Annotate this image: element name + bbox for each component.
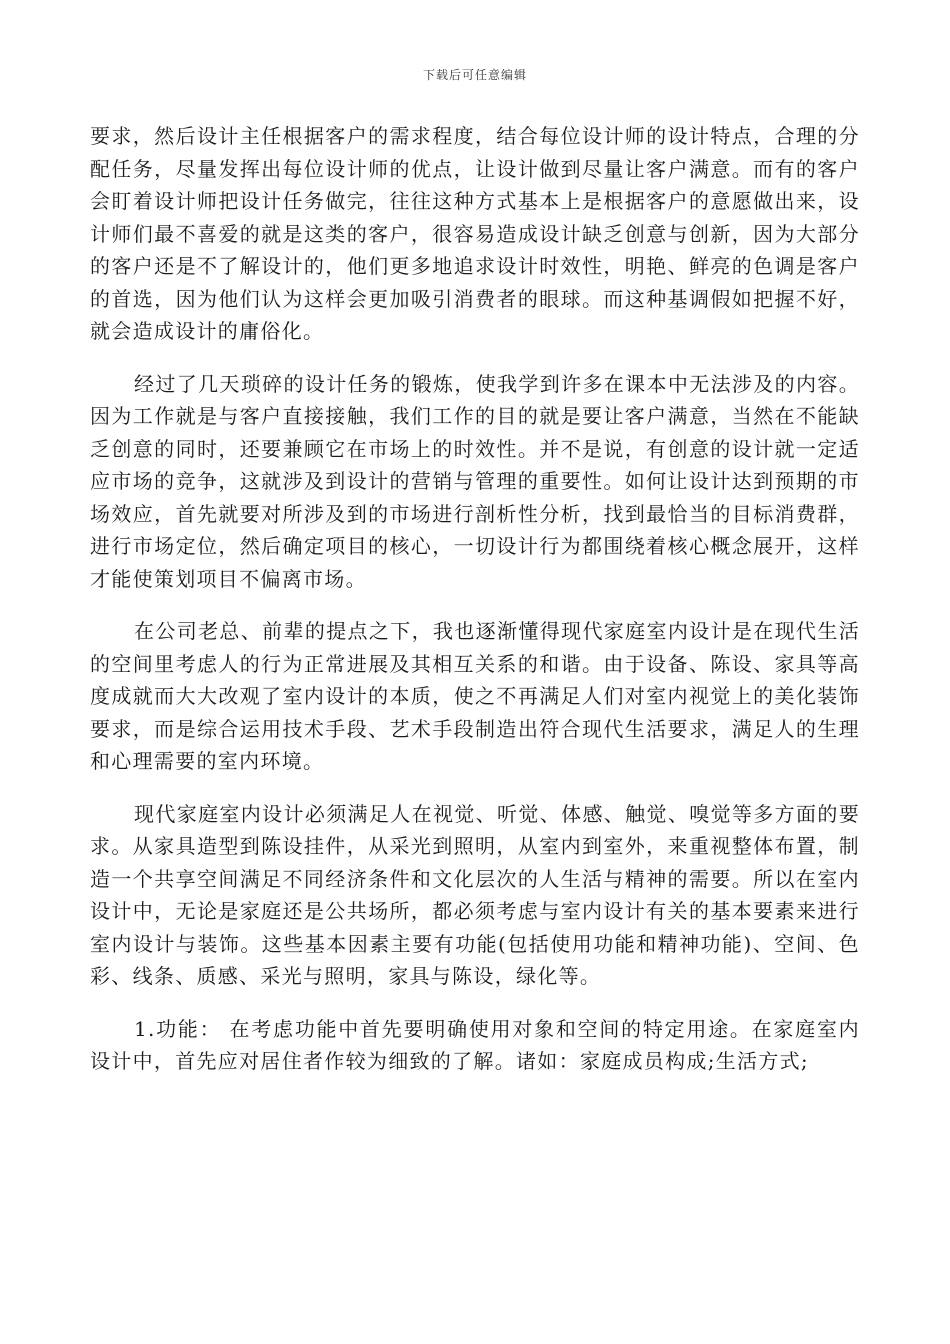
page-header: 下载后可任意编辑 [422,68,527,82]
paragraph: 现代家庭室内设计必须满足人在视觉、听觉、体感、触觉、嗅觉等多方面的要求。从家具造型到陈设挂件，从采光到照明，从室内到室外，来重视整体布置，制造一个共享空间满足不同经济条件和文化层次的人生活与精神的需要。所以在室内设计中，无论是家庭还是公共场所，都必须考虑与室内设计有关的基本要素来进行室内设计与装饰。这些基本因素主要有功能(包括使用功能和精神功能)、空间、色彩、线条、质感、采光与照明，家具与陈设，绿化等。 [90,801,860,988]
document-body [90,120,860,1098]
paragraph: 1.功能： 在考虑功能中首先要明确使用对象和空间的特定用途。在家庭室内设计中，首先应对居住者作较为细致的了解。诸如：家庭成员构成;生活方式; [90,1016,860,1073]
paragraph: 经过了几天琐碎的设计任务的锻炼，使我学到许多在课本中无法涉及的内容。因为工作就是与客户直接接触，我们工作的目的就是要让客户满意，当然在不能缺乏创意的同时，还要兼顾它在市场上的时效性。并不是说，有创意的设计就一定适应市场的竞争，这就涉及到设计的营销与管理的重要性。如何让设计达到预期的市场效应，首先就要对所涉及到的市场进行剖析性分析，找到最恰当的目标消费群，进行市场定位，然后确定项目的核心，一切设计行为都围绕着核心概念展开，这样才能使策划项目不偏离市场。 [90,371,860,591]
paragraph: 在公司老总、前辈的提点之下，我也逐渐懂得现代家庭室内设计是在现代生活的空间里考虑人的行为正常进展及其相互关系的和谐。由于设备、陈设、家具等高度成就而大大改观了室内设计的本质，使之不再满足人们对室内视觉上的美化装饰要求，而是综合运用技术手段、艺术手段制造出符合现代生活要求，满足人的生理和心理需要的室内环境。 [90,619,860,773]
paragraph: 要求，然后设计主任根据客户的需求程度，结合每位设计师的设计特点，合理的分配任务，尽量发挥出每位设计师的优点，让设计做到尽量让客户满意。而有的客户会盯着设计师把设计任务做完，往往这种方式基本上是根据客户的意愿做出来，设计师们最不喜爱的就是这类的客户，很容易造成设计缺乏创意与创新，因为大部分的客户还是不了解设计的，他们更多地追求设计时效性，明艳、鲜亮的色调是客户的首选，因为他们认为这样会更加吸引消费者的眼球。而这种基调假如把握不好，就会造成设计的庸俗化。 [90,124,860,343]
